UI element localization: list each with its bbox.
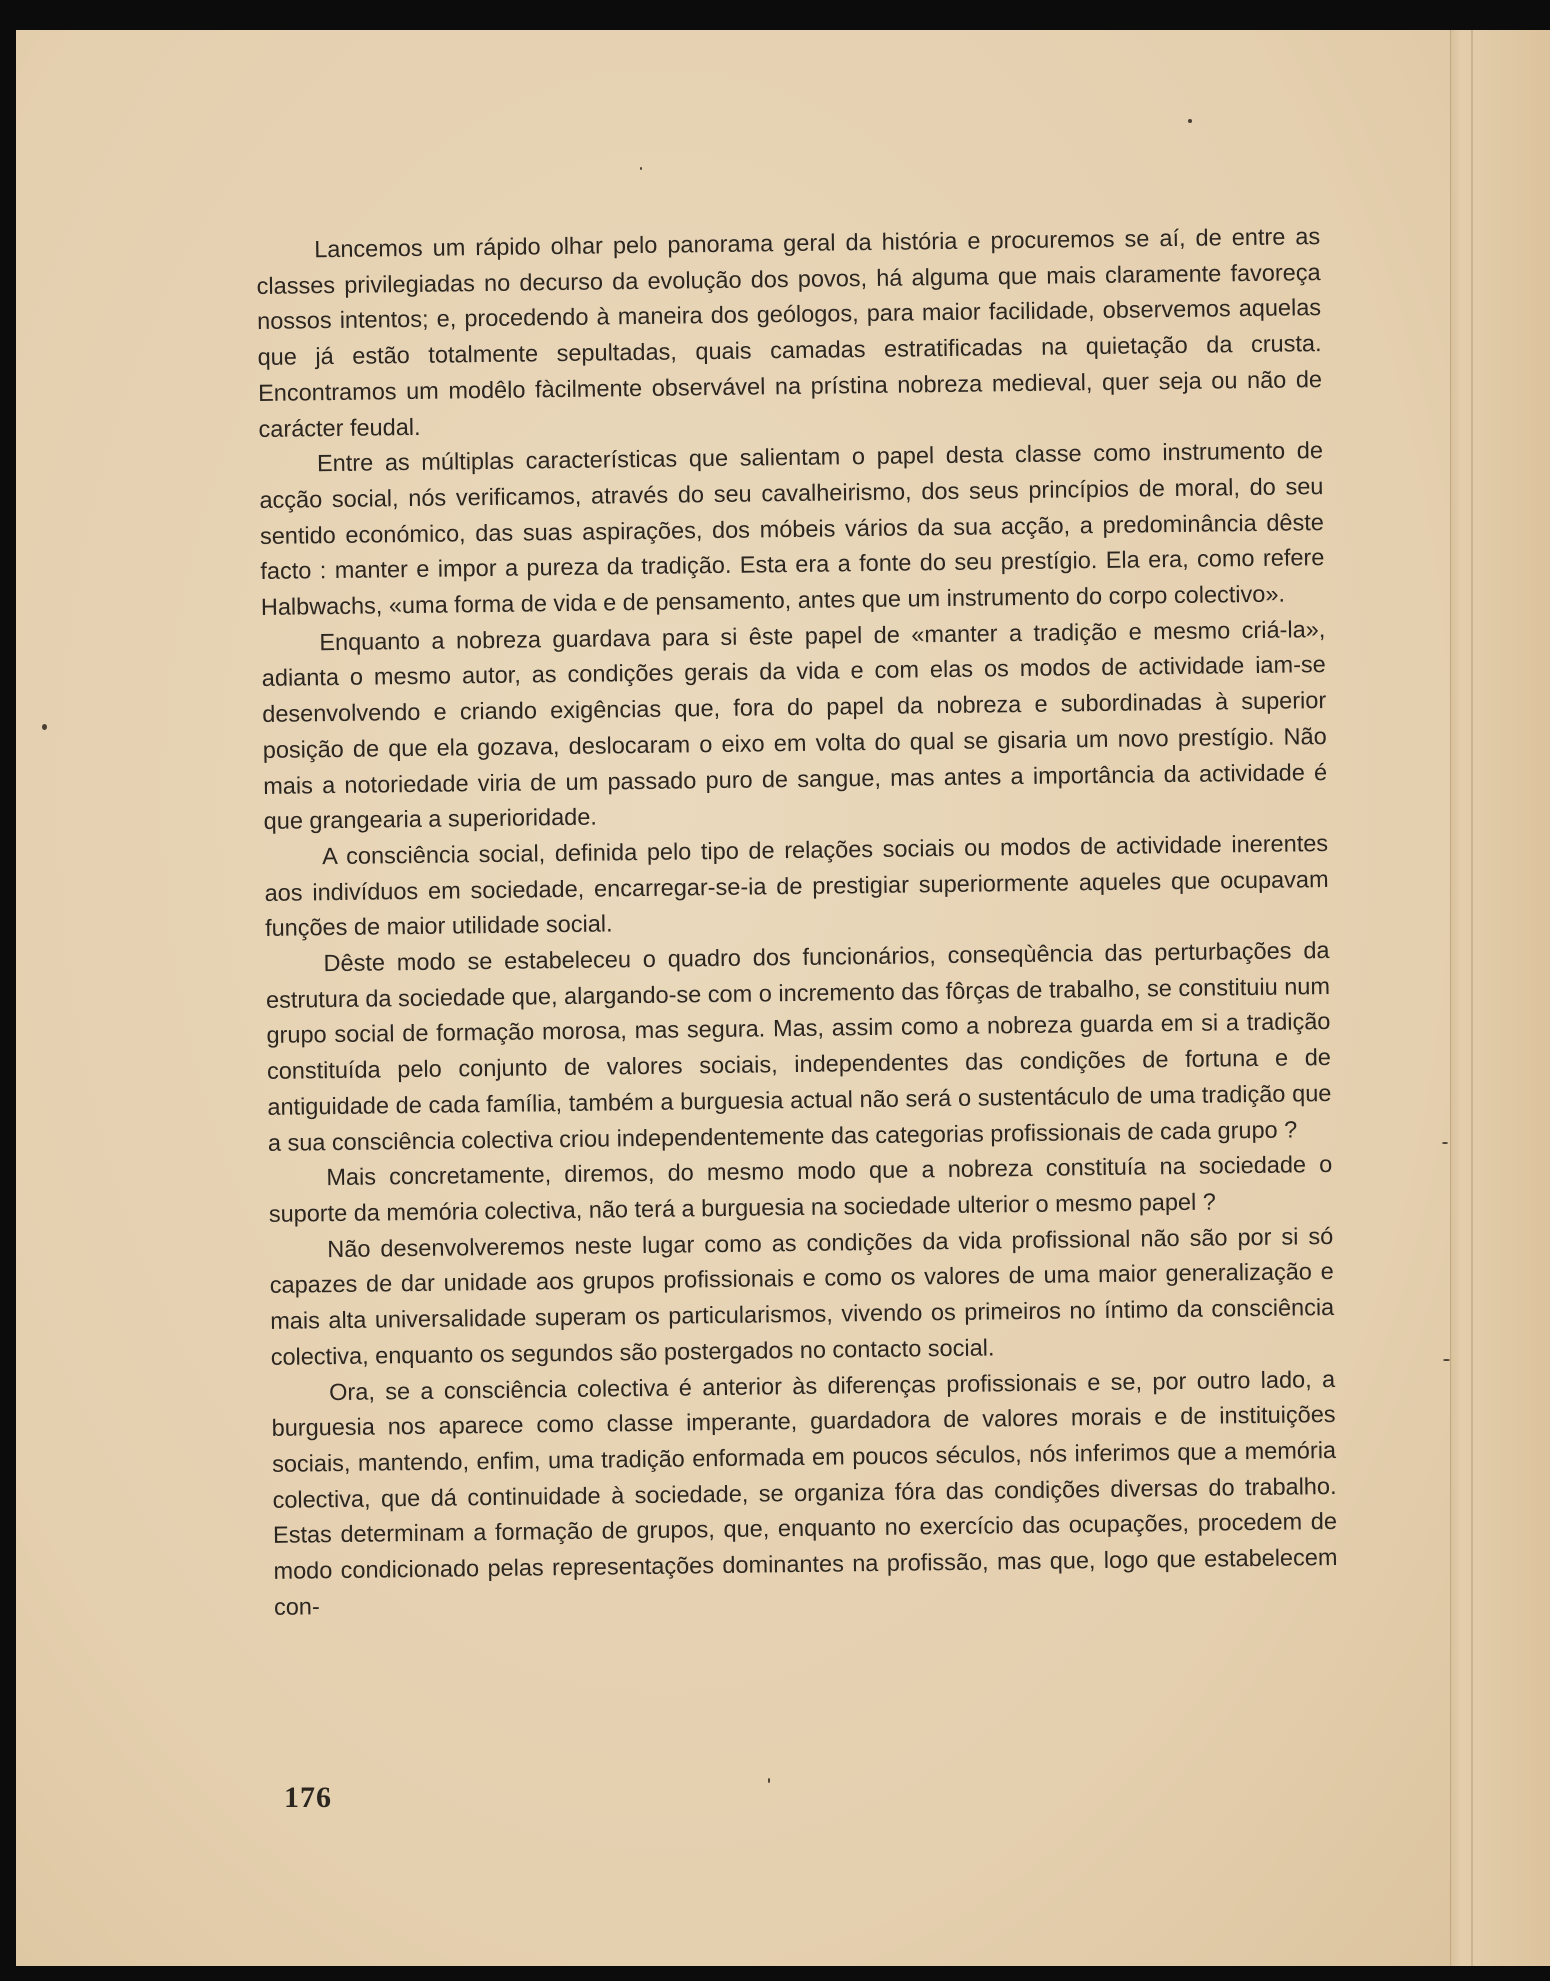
paragraph: Dêste modo se estabeleceu o quadro dos funcionários, conseqùência das perturbações da estrutura da sociedade que, alargando-se com o incremento das fôrças de trabalho, se constituiu num grupo social de formação morosa, mas segura. Mas, assim como a nobreza guarda em si a tradição constituída pelo conjunto de valores sociais, independentes das condições de fortuna e de antiguidade de cada família, também a burguesia actual não será o sustentáculo de uma tradição que a sua consciência colectiva criou independentemente das categorias profissionais de cada grupo ? (265, 937, 1332, 1156)
ink-speck (1442, 1142, 1448, 1144)
paragraph: Entre as múltiplas características que salientam o papel desta classe como instrumento de acção social, nós verificamos, através do seu cavalheirismo, dos seus princípios de moral, do seu sentido económico, das suas aspirações, dos móbeis vários da sua acção, a predominância dêste facto : manter e impor a pureza da tradição. Esta era a fonte do seu prestígio. Ela era, como refere Halbwachs, «uma forma de vida e de pensamento, antes que um instrumento do corpo colectivo». (259, 437, 1325, 620)
ink-speck (1443, 1359, 1450, 1361)
book-page (16, 30, 1450, 1966)
paragraph: A consciência social, definida pelo tipo de relações sociais ou modos de actividade inerentes aos indivíduos em sociedade, encarregar-se-ia de prestigiar superiormente aqueles que ocupavam funções de maior utilidade social. (264, 829, 1329, 942)
paragraph: Lancemos um rápido olhar pelo panorama geral da história e procuremos se aí, de entre as classes privilegiadas no decurso da evolução dos povos, há alguma que mais claramente favoreça nossos intentos; e, procedendo à maneira dos geólogos, para maior facilidade, observemos aquelas que já estão totalmente sepultadas, quais camadas estratificadas na quietação da crusta. Encontramos um modêlo fàcilmente observável na prístina nobreza medieval, quer seja ou não de carácter feudal. (256, 223, 1323, 442)
page-fold-line (1471, 30, 1473, 1966)
paragraph: Enquanto a nobreza guardava para si êste papel de «manter a tradição e mesmo criá-la», adianta o mesmo autor, as condições gerais da vida e com elas os modos de actividade iam-se desenvolvendo e criando exigências que, fora do papel da nobreza e subordinadas à superior posição de que ela gozava, deslocaram o eixo em volta do qual se gisaria um novo prestígio. Não mais a notoriedade viria de um passado puro de sangue, mas antes a importância da actividade é que grangearia a superioridade. (261, 615, 1328, 835)
page-number: 176 (284, 1781, 332, 1814)
paragraph: Não desenvolveremos neste lugar como as condições da vida profissional não são por si só capazes de dar unidade aos grupos profissionais e como os valores de uma maior generalização e mais alta universalidade superam os particularismos, vivendo os primeiros no íntimo da consciência colectiva, enquanto os segundos são postergados no contacto social. (269, 1222, 1335, 1370)
body-text (256, 219, 1338, 1625)
ink-speck (42, 724, 47, 730)
paragraph: Ora, se a consciência colectiva é anterior às diferenças profissionais e se, por outro lado, a burguesia nos aparece como classe imperante, guardadora de valores morais e de instituições sociais, mantendo, enfim, uma tradição enformada em poucos séculos, nós inferimos que a memória colectiva, que dá continuidade à sociedade, se organiza fóra das condições diversas do trabalho. Estas determinam a formação de grupos, que, enquanto no exercício das ocupações, procedem de modo condicionado pelas representações dominantes na profissão, mas que, logo que estabelecem con- (271, 1365, 1338, 1620)
ink-speck (768, 1778, 770, 1783)
ink-speck (640, 167, 642, 170)
paragraph: Mais concretamente, diremos, do mesmo modo que a nobreza constituía na sociedade o suporte da memória colectiva, não terá a burguesia na sociedade ulterior o mesmo papel ? (268, 1151, 1333, 1227)
page-fold-edge (1450, 30, 1550, 1966)
ink-speck (1188, 119, 1192, 123)
